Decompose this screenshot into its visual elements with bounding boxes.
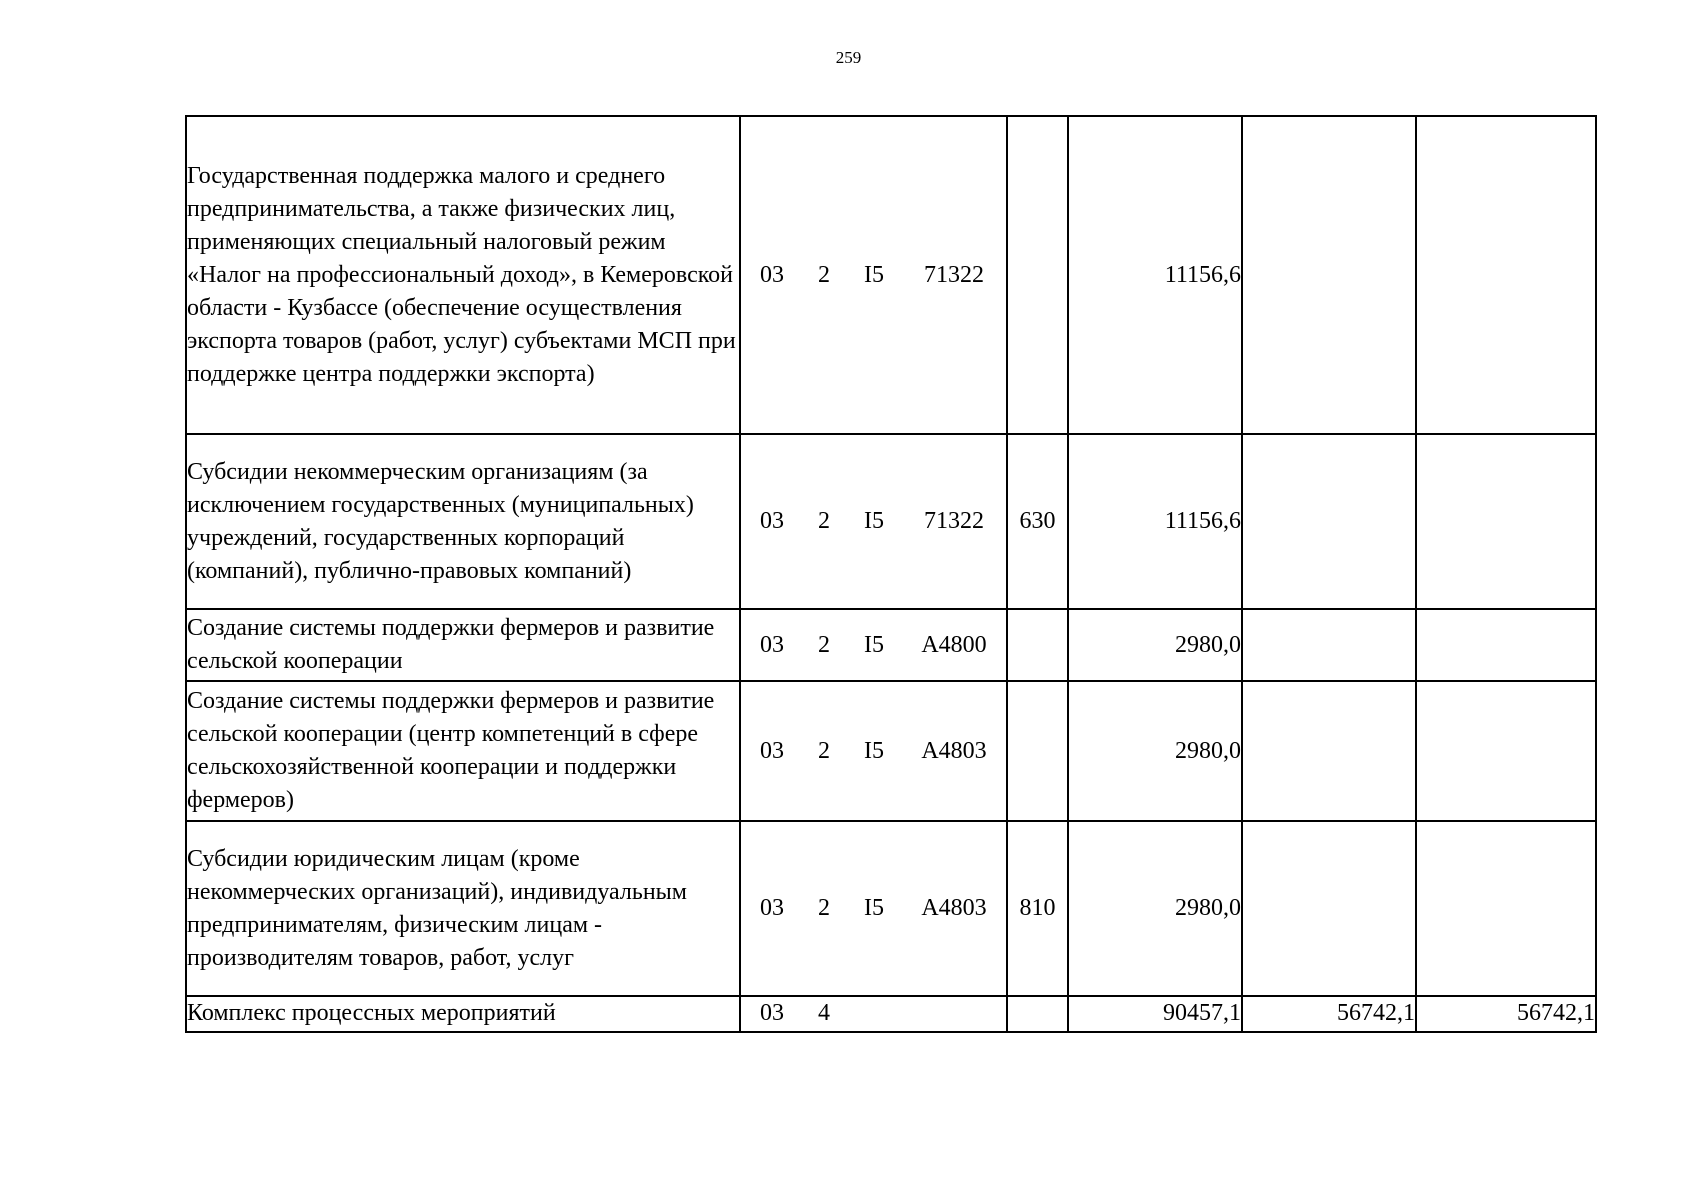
classification-code-cell <box>740 821 1007 996</box>
sum-year3-cell <box>1416 434 1596 609</box>
table-row <box>186 116 1596 434</box>
table-row <box>186 609 1596 681</box>
direction-code: А4803 <box>921 737 987 764</box>
project-code: I5 <box>864 737 884 764</box>
budget-table <box>185 115 1597 1033</box>
expense-type-cell <box>1007 609 1068 681</box>
sum-year3-cell <box>1416 609 1596 681</box>
sum-year3-cell <box>1416 821 1596 996</box>
row-name-cell: Государственная поддержка малого и среднего предпринимательства, а также физических лиц, применяющих специальный налоговый режим «Налог на профессиональный доход», в Кемеровской области - Кузбассе (обеспечение осуществления экспорта товаров (работ, услуг) субъектами МСП при поддержке центра поддержки экспорта) <box>186 116 740 434</box>
sum-year1-cell: 90457,1 <box>1068 996 1242 1032</box>
classification-code-cell <box>740 609 1007 681</box>
table-row <box>186 681 1596 821</box>
project-code: I5 <box>864 895 884 921</box>
row-name-cell: Субсидии юридическим лицам (кроме некоммерческих организаций), индивидуальным предпринимателям, физическим лицам - производителям товаров, работ, услуг <box>186 821 740 996</box>
program-code: 03 <box>760 895 784 921</box>
expense-type-cell <box>1007 681 1068 821</box>
table-row <box>186 434 1596 609</box>
program-code: 03 <box>760 737 784 764</box>
subprogram-code: 2 <box>818 508 830 534</box>
page-number: 259 <box>835 48 862 67</box>
row-name-cell: Создание системы поддержки фермеров и развитие сельской кооперации <box>186 609 740 681</box>
direction-code: А4803 <box>921 895 987 921</box>
subprogram-code: 2 <box>818 261 830 288</box>
direction-code: 71322 <box>924 508 984 534</box>
sum-year2-cell <box>1242 609 1416 681</box>
sum-year1-cell: 2980,0 <box>1068 681 1242 821</box>
direction-code: 71322 <box>924 261 984 288</box>
row-name-cell: Субсидии некоммерческим организациям (за исключением государственных (муниципальных) учреждений, государственных корпораций (компаний), публично-правовых компаний) <box>186 434 740 609</box>
classification-code-cell <box>740 996 1007 1032</box>
sum-year1-cell: 2980,0 <box>1068 821 1242 996</box>
sum-year1-cell: 2980,0 <box>1068 609 1242 681</box>
expense-type-cell: 630 <box>1007 434 1068 609</box>
program-code: 03 <box>760 1000 784 1026</box>
classification-code-cell <box>740 116 1007 434</box>
expense-type-cell <box>1007 996 1068 1032</box>
program-code: 03 <box>760 508 784 534</box>
row-name-cell: Создание системы поддержки фермеров и развитие сельской кооперации (центр компетенций в сфере сельскохозяйственной кооперации и поддержки фермеров) <box>186 681 740 821</box>
table-row <box>186 996 1596 1032</box>
sum-year2-cell <box>1242 434 1416 609</box>
table-row <box>186 821 1596 996</box>
sum-year3-cell <box>1416 116 1596 434</box>
classification-code-cell <box>740 434 1007 609</box>
project-code: I5 <box>864 508 884 534</box>
program-code: 03 <box>760 261 784 288</box>
sum-year2-cell <box>1242 116 1416 434</box>
sum-year3-cell: 56742,1 <box>1416 996 1596 1032</box>
project-code: I5 <box>864 631 884 658</box>
sum-year2-cell: 56742,1 <box>1242 996 1416 1032</box>
sum-year2-cell <box>1242 821 1416 996</box>
sum-year1-cell: 11156,6 <box>1068 116 1242 434</box>
expense-type-cell: 810 <box>1007 821 1068 996</box>
subprogram-code: 4 <box>818 1000 830 1026</box>
subprogram-code: 2 <box>818 895 830 921</box>
sum-year1-cell: 11156,6 <box>1068 434 1242 609</box>
program-code: 03 <box>760 631 784 658</box>
sum-year3-cell <box>1416 681 1596 821</box>
sum-year2-cell <box>1242 681 1416 821</box>
project-code: I5 <box>864 261 884 288</box>
expense-type-cell <box>1007 116 1068 434</box>
classification-code-cell <box>740 681 1007 821</box>
subprogram-code: 2 <box>818 631 830 658</box>
subprogram-code: 2 <box>818 737 830 764</box>
row-name-cell: Комплекс процессных мероприятий <box>186 996 740 1032</box>
direction-code: А4800 <box>921 631 987 658</box>
